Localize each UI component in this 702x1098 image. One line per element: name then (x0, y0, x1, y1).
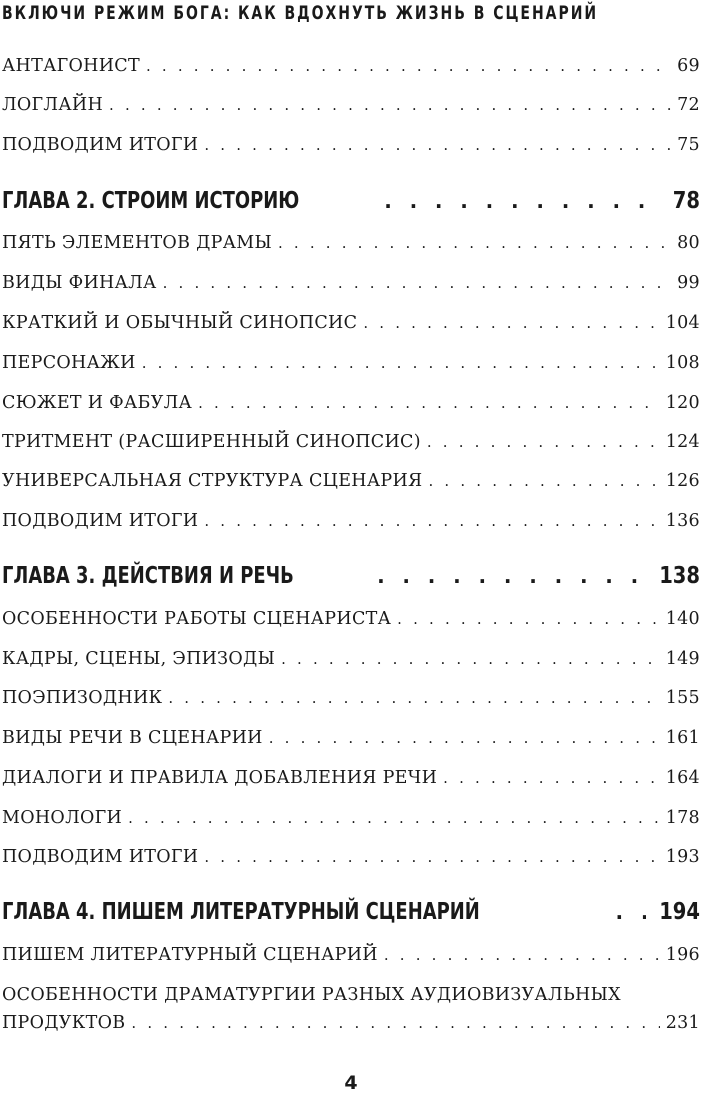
toc-entry-title: ОСОБЕННОСТИ РАБОТЫ СЦЕНАРИСТА (2, 609, 392, 629)
dot-leader (384, 946, 660, 964)
running-header: ВКЛЮЧИ РЕЖИМ БОГА: КАК ВДОХНУТЬ ЖИЗНЬ В СЦЕНАРИЙ (2, 2, 599, 24)
toc-entry-title: ПРОДУКТОВ (2, 1013, 126, 1033)
toc-entry-page: 196 (665, 945, 700, 965)
toc-entry (2, 768, 700, 788)
toc-entry-page: 75 (677, 135, 700, 155)
toc-entry-title: ВИДЫ ФИНАЛА (2, 273, 157, 293)
toc-entry (2, 1013, 700, 1033)
toc-entry (2, 273, 700, 293)
toc-entry-title: МОНОЛОГИ (2, 808, 123, 828)
toc-entry-title: АНТАГОНИСТ (2, 56, 140, 76)
toc-entry-page: 155 (665, 688, 700, 708)
toc-entry-page: 104 (665, 313, 700, 333)
toc-entry-title: УНИВЕРСАЛЬНАЯ СТРУКТУРА СЦЕНАРИЯ (2, 471, 423, 491)
dot-leader (428, 472, 659, 490)
toc-entry (2, 353, 700, 373)
dot-leader (163, 274, 672, 292)
dot-leader (131, 1014, 659, 1032)
toc-chapter-title: ГЛАВА 3. ДЕЙСТВИЯ И РЕЧЬ (2, 563, 294, 589)
toc-entry-page: 149 (665, 649, 700, 669)
page-number: 4 (344, 1072, 358, 1094)
dot-leader (443, 769, 660, 787)
toc-entry (2, 609, 700, 629)
toc-entry-page: 80 (677, 233, 700, 253)
toc-entry (2, 649, 700, 669)
toc-entry-title: ЛОГЛАЙН (2, 95, 104, 115)
dot-leader (384, 189, 662, 213)
dot-leader (269, 729, 660, 747)
dot-leader (278, 234, 671, 252)
toc-entry-title: ПИШЕМ ЛИТЕРАТУРНЫЙ СЦЕНАРИЙ (2, 945, 378, 965)
toc-entry-title: КРАТКИЙ И ОБЫЧНЫЙ СИНОПСИС (2, 313, 358, 333)
toc-entry-page: 69 (677, 56, 700, 76)
toc-entry-page: 193 (665, 847, 700, 867)
toc-entry-title: ПОЭПИЗОДНИК (2, 688, 163, 708)
toc-entry-title: ТРИТМЕНТ (РАСШИРЕННЫЙ СИНОПСИС) (2, 432, 421, 452)
toc-entry (2, 56, 700, 76)
toc-entry-page: 231 (665, 1013, 700, 1033)
dot-leader (377, 564, 646, 588)
toc-entry (2, 432, 700, 452)
toc-entry-page: 140 (665, 609, 700, 629)
toc-entry (2, 313, 700, 333)
dot-leader (204, 848, 659, 866)
toc-entry-title: ПЕРСОНАЖИ (2, 353, 136, 373)
toc-entry-page: 178 (665, 808, 700, 828)
dot-leader (142, 354, 660, 372)
toc-entry-page: 108 (665, 353, 700, 373)
dot-leader (198, 394, 660, 412)
toc-entry-page: 99 (677, 273, 700, 293)
toc-chapter-title: ГЛАВА 2. СТРОИМ ИСТОРИЮ (2, 188, 300, 214)
dot-leader (168, 689, 659, 707)
toc-entry-page: 126 (665, 471, 700, 491)
dot-leader (146, 57, 671, 75)
toc-chapter-page: 78 (672, 188, 700, 214)
toc-entry (2, 233, 700, 253)
toc-entry-title: СЮЖЕТ И ФАБУЛА (2, 393, 193, 413)
toc-entry-title: ПОДВОДИМ ИТОГИ (2, 511, 199, 531)
toc-entry-page: 136 (665, 511, 700, 531)
toc-chapter (2, 899, 700, 925)
dot-leader (109, 96, 671, 114)
dot-leader (427, 433, 660, 451)
toc-entry-page: 164 (665, 768, 700, 788)
toc-entry (2, 847, 700, 867)
toc-entry (2, 471, 700, 491)
dot-leader (615, 900, 646, 924)
toc-entry-title: ПОДВОДИМ ИТОГИ (2, 135, 199, 155)
toc-entry-title: КАДРЫ, СЦЕНЫ, ЭПИЗОДЫ (2, 649, 276, 669)
dot-leader (204, 136, 671, 154)
toc-chapter (2, 563, 700, 589)
toc-chapter-page: 194 (659, 899, 700, 925)
toc-entry (2, 728, 700, 748)
toc-entry (2, 393, 700, 413)
dot-leader (363, 314, 659, 332)
toc-entry-title: ВИДЫ РЕЧИ В СЦЕНАРИИ (2, 728, 263, 748)
dot-leader (128, 809, 660, 827)
toc-chapter-page: 138 (659, 563, 700, 589)
toc-entry (2, 135, 700, 155)
toc-chapter-title: ГЛАВА 4. ПИШЕМ ЛИТЕРАТУРНЫЙ СЦЕНАРИЙ (2, 899, 480, 925)
toc-entry (2, 688, 700, 708)
toc-entry (2, 511, 700, 531)
toc-entry-page: 72 (677, 95, 700, 115)
toc-entry-title: ДИАЛОГИ И ПРАВИЛА ДОБАВЛЕНИЯ РЕЧИ (2, 768, 438, 788)
toc-entry-title: ПОДВОДИМ ИТОГИ (2, 847, 199, 867)
dot-leader (281, 650, 660, 668)
toc-entry-page: 120 (665, 393, 700, 413)
toc-entry (2, 95, 700, 115)
dot-leader (204, 512, 659, 530)
toc-entry-page: 124 (665, 432, 700, 452)
toc-entry-title: ПЯТЬ ЭЛЕМЕНТОВ ДРАМЫ (2, 233, 272, 253)
toc-chapter (2, 188, 700, 214)
toc-entry-page: 161 (665, 728, 700, 748)
dot-leader (397, 610, 660, 628)
toc-entry-title-line1: ОСОБЕННОСТИ ДРАМАТУРГИИ РАЗНЫХ АУДИОВИЗУАЛЬНЫХ (2, 985, 621, 1005)
toc-entry (2, 808, 700, 828)
toc-entry (2, 945, 700, 965)
